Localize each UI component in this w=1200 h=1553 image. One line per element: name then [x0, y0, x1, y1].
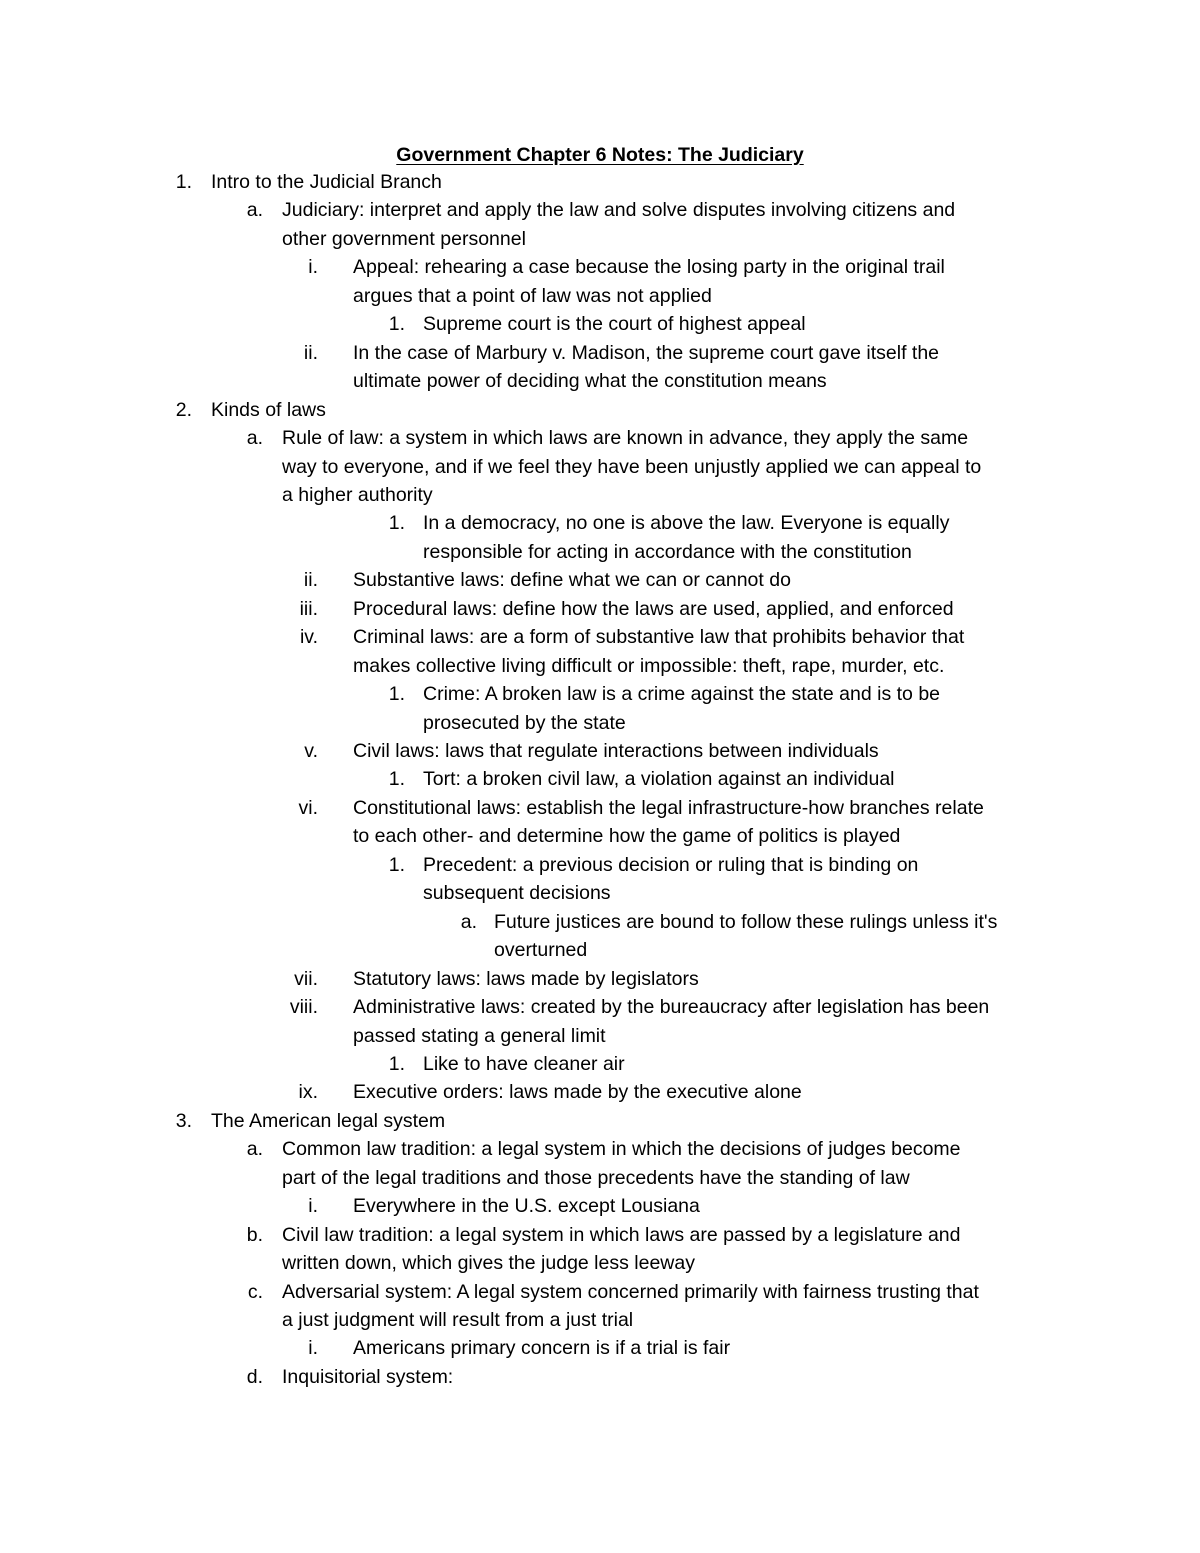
- list-marker: i.: [308, 256, 318, 279]
- outline-line: [0, 652, 1200, 680]
- outline-line: [0, 709, 1200, 737]
- list-item-text: passed stating a general limit: [353, 1024, 606, 1047]
- list-marker: 2.: [175, 398, 192, 421]
- list-item-text: Kinds of laws: [211, 398, 326, 421]
- outline-line: [0, 566, 1200, 594]
- list-item-text: subsequent decisions: [423, 882, 611, 905]
- outline-line: [0, 509, 1200, 537]
- list-item-text: other government personnel: [282, 227, 526, 250]
- list-marker: 1.: [388, 683, 405, 706]
- list-item-text: a just judgment will result from a just trial: [282, 1309, 634, 1331]
- outline-line: [0, 424, 1200, 452]
- list-marker: 1.: [388, 1052, 405, 1075]
- outline-line: [0, 1334, 1200, 1362]
- list-item-text: Administrative laws: created by the bureaucracy after legislation has been: [353, 996, 990, 1019]
- list-item-text: Like to have cleaner air: [423, 1052, 625, 1075]
- list-item-text: The American legal system: [211, 1109, 446, 1132]
- list-item-text: Executive orders: laws made by the executive alone: [353, 1081, 802, 1104]
- list-marker: iii.: [299, 597, 318, 620]
- list-item-text: Rule of law: a system in which laws are known in advance, they apply the same: [282, 427, 969, 450]
- document-title: Government Chapter 6 Notes: The Judiciary: [396, 144, 804, 166]
- outline-line: [0, 1192, 1200, 1220]
- outline-line: [0, 1050, 1200, 1078]
- list-item-text: part of the legal traditions and those precedents have the standing of law: [282, 1166, 910, 1189]
- list-item-text: Inquisitorial system:: [282, 1365, 454, 1388]
- list-marker: a.: [246, 1138, 263, 1161]
- list-item-text: way to everyone, and if we feel they have been unjustly applied we can appeal to: [282, 455, 982, 478]
- list-marker: i.: [308, 1337, 318, 1360]
- list-marker: c.: [247, 1280, 263, 1303]
- outline-line: [0, 908, 1200, 936]
- outline-line: [0, 879, 1200, 907]
- list-item-text: makes collective living difficult or impossible: theft, rape, murder, etc.: [353, 654, 945, 677]
- outline-line: [0, 993, 1200, 1021]
- outline-line: [0, 936, 1200, 964]
- list-item-text: Statutory laws: laws made by legislators: [353, 967, 699, 990]
- outline-line: [0, 822, 1200, 850]
- list-item-text: Common law tradition: a legal system in which the decisions of judges become: [282, 1138, 961, 1161]
- list-item-text: Judiciary: interpret and apply the law and solve disputes involving citizens and: [282, 199, 956, 222]
- list-item-text: Appeal: rehearing a case because the losing party in the original trail: [353, 256, 945, 279]
- outline-line: [0, 680, 1200, 708]
- list-item-text: Civil law tradition: a legal system in which laws are passed by a legislature and: [282, 1223, 961, 1246]
- outline-line: [0, 1078, 1200, 1106]
- list-marker: i.: [308, 1195, 318, 1218]
- list-marker: v.: [304, 740, 318, 762]
- outline-line: [0, 765, 1200, 793]
- outline-line: [0, 1135, 1200, 1163]
- outline-line: [0, 1249, 1200, 1277]
- list-item-text: Substantive laws: define what we can or cannot do: [353, 569, 791, 592]
- list-item-text: overturned: [494, 939, 588, 962]
- list-marker: b.: [246, 1223, 263, 1246]
- outline-line: [0, 595, 1200, 623]
- list-marker: a.: [246, 199, 263, 222]
- list-marker: vii.: [294, 967, 318, 990]
- list-item-text: Constitutional laws: establish the legal infrastructure-how branches relate: [353, 796, 984, 819]
- outline-line: [0, 794, 1200, 822]
- list-item-text: prosecuted by the state: [423, 711, 626, 734]
- list-item-text: to each other- and determine how the game of politics is played: [353, 825, 901, 848]
- list-item-text: Future justices are bound to follow these rulings unless it's: [494, 910, 998, 933]
- list-marker: 1.: [175, 171, 192, 193]
- list-marker: 1.: [388, 768, 405, 791]
- list-item-text: responsible for acting in accordance with the constitution: [423, 540, 912, 563]
- outline-line: [0, 453, 1200, 481]
- outline-line: [0, 339, 1200, 367]
- list-marker: 3.: [175, 1109, 192, 1132]
- list-item-text: Civil laws: laws that regulate interactions between individuals: [353, 740, 879, 762]
- outline-line: [0, 851, 1200, 879]
- outline-line: [0, 1022, 1200, 1050]
- outline-line: [0, 396, 1200, 424]
- list-marker: ii.: [303, 341, 318, 364]
- list-item-text: Criminal laws: are a form of substantive law that prohibits behavior that: [353, 626, 965, 649]
- list-item-text: Procedural laws: define how the laws are used, applied, and enforced: [353, 597, 954, 620]
- outline-line: [0, 1107, 1200, 1135]
- outline-line: [0, 196, 1200, 224]
- list-marker: a.: [460, 910, 477, 933]
- outline-line: [0, 168, 1200, 196]
- list-item-text: In a democracy, no one is above the law. Everyone is equally: [423, 512, 950, 535]
- list-item-text: Americans primary concern is if a trial is fair: [353, 1337, 731, 1360]
- outline-line: [0, 367, 1200, 395]
- list-item-text: written down, which gives the judge less leeway: [282, 1252, 695, 1275]
- outline-line: [0, 1164, 1200, 1192]
- list-marker: vi.: [298, 796, 318, 819]
- list-marker: ii.: [303, 569, 318, 592]
- outline-line: [0, 538, 1200, 566]
- list-marker: 1.: [388, 853, 405, 876]
- list-item-text: Crime: A broken law is a crime against the state and is to be: [423, 683, 941, 706]
- list-marker: iv.: [299, 626, 318, 649]
- list-item-text: Precedent: a previous decision or ruling that is binding on: [423, 853, 919, 876]
- outline-line: [0, 1278, 1200, 1306]
- list-item-text: Tort: a broken civil law, a violation against an individual: [423, 768, 895, 791]
- outline-line: [0, 1306, 1200, 1334]
- outline-line: [0, 965, 1200, 993]
- list-marker: 1.: [388, 512, 405, 535]
- list-item-text: Supreme court is the court of highest appeal: [423, 313, 806, 336]
- list-item-text: Intro to the Judicial Branch: [211, 171, 442, 193]
- outline-line: [0, 1363, 1200, 1391]
- list-marker: viii.: [289, 996, 318, 1019]
- list-item-text: a higher authority: [282, 483, 433, 506]
- list-item-text: Adversarial system: A legal system concerned primarily with fairness trusting that: [282, 1280, 979, 1303]
- outline-line: [0, 481, 1200, 509]
- outline-line: [0, 225, 1200, 253]
- list-marker: d.: [246, 1365, 263, 1388]
- list-item-text: ultimate power of deciding what the constitution means: [353, 370, 827, 393]
- list-marker: ix.: [298, 1081, 318, 1104]
- list-marker: 1.: [388, 313, 405, 336]
- list-marker: a.: [246, 427, 263, 450]
- list-item-text: In the case of Marbury v. Madison, the supreme court gave itself the: [353, 341, 940, 364]
- list-item-text: Everywhere in the U.S. except Lousiana: [353, 1195, 700, 1218]
- outline-line: [0, 282, 1200, 310]
- outline-line: [0, 310, 1200, 338]
- outline-line: [0, 737, 1200, 765]
- outline-line: [0, 623, 1200, 651]
- outline-line: [0, 1221, 1200, 1249]
- list-item-text: argues that a point of law was not applied: [353, 284, 712, 307]
- outline-line: [0, 253, 1200, 281]
